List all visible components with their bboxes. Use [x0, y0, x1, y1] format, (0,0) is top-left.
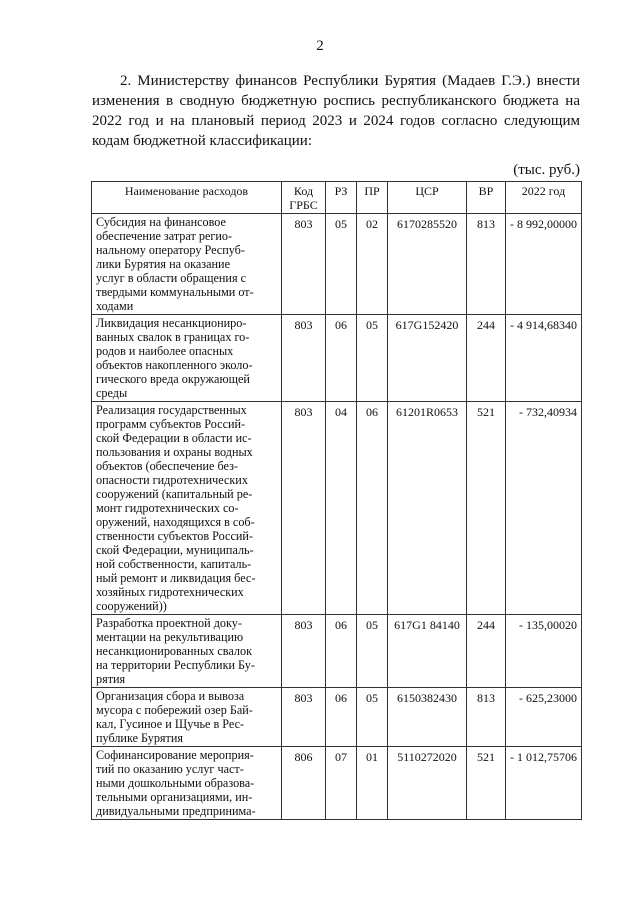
header-vr: ВР	[467, 182, 506, 214]
expense-name: Софинансирование мероприя- тий по оказанию услуг част- ными дошкольными образова- тельными организациями, ин- дивидуальными предпринима-	[92, 747, 282, 820]
amount-2022: - 1 012,75706	[506, 747, 582, 820]
pr-code: 05	[357, 688, 388, 747]
table-row	[92, 315, 582, 402]
paragraph-line: изменения в сводную бюджетную роспись республиканского бюджета на	[92, 93, 580, 109]
page-number: 2	[316, 38, 324, 54]
vr-code: 813	[467, 214, 506, 315]
amount-2022: - 4 914,68340	[506, 315, 582, 402]
header-csr: ЦСР	[388, 182, 467, 214]
csr-code: 5110272020	[388, 747, 467, 820]
amount-2022: - 8 992,00000	[506, 214, 582, 315]
table-row	[92, 688, 582, 747]
rz-code: 06	[326, 615, 357, 688]
header-rz: РЗ	[326, 182, 357, 214]
rz-code: 06	[326, 688, 357, 747]
paragraph-line: 2. Министерству финансов Республики Бурятия (Мадаев Г.Э.) внести	[120, 73, 580, 89]
table-row	[92, 214, 582, 315]
rz-code: 04	[326, 402, 357, 615]
csr-code: 617G1 84140	[388, 615, 467, 688]
budget-table	[91, 181, 582, 820]
expense-name: Организация сбора и вывоза мусора с побережий озер Бай- кал, Гусиное и Щучье в Рес- публике Бурятия	[92, 688, 282, 747]
header-pr: ПР	[357, 182, 388, 214]
units-label: (тыс. руб.)	[513, 162, 580, 178]
expense-name: Разработка проектной доку- ментации на рекультивацию несанкционированных свалок на территории Республики Бу- рятия	[92, 615, 282, 688]
paragraph-line: кодам бюджетной классификации:	[92, 133, 313, 149]
vr-code: 521	[467, 402, 506, 615]
vr-code: 521	[467, 747, 506, 820]
table-header-row	[92, 182, 582, 214]
grbs-code: 806	[282, 747, 326, 820]
rz-code: 07	[326, 747, 357, 820]
grbs-code: 803	[282, 615, 326, 688]
vr-code: 813	[467, 688, 506, 747]
rz-code: 06	[326, 315, 357, 402]
grbs-code: 803	[282, 402, 326, 615]
expense-name: Субсидия на финансовое обеспечение затрат регио- нальному оператору Респуб- лики Бурятия на оказание услуг в области обращения с твердыми коммунальными от- ходами	[92, 214, 282, 315]
rz-code: 05	[326, 214, 357, 315]
pr-code: 06	[357, 402, 388, 615]
header-grbs: Код ГРБС	[282, 182, 326, 214]
pr-code: 05	[357, 315, 388, 402]
table-row	[92, 402, 582, 615]
paragraph-line: 2022 год и на плановый период 2023 и 2024 годов согласно следующим	[92, 113, 580, 129]
csr-code: 61201R0653	[388, 402, 467, 615]
expense-name: Ликвидация несанкциониро- ванных свалок в границах го- родов и наиболее опасных объектов накопленного эколо- гического вреда окружающей среды	[92, 315, 282, 402]
header-name: Наименование расходов	[92, 182, 282, 214]
pr-code: 01	[357, 747, 388, 820]
amount-2022: - 135,00020	[506, 615, 582, 688]
csr-code: 617G152420	[388, 315, 467, 402]
table-row	[92, 615, 582, 688]
csr-code: 6150382430	[388, 688, 467, 747]
grbs-code: 803	[282, 214, 326, 315]
instruction-paragraph	[92, 71, 580, 151]
amount-2022: - 625,23000	[506, 688, 582, 747]
vr-code: 244	[467, 315, 506, 402]
grbs-code: 803	[282, 688, 326, 747]
pr-code: 05	[357, 615, 388, 688]
header-year: 2022 год	[506, 182, 582, 214]
amount-2022: - 732,40934	[506, 402, 582, 615]
expense-name: Реализация государственных программ субъектов Россий- ской Федерации в области ис- пользования и охраны водных объектов (обеспечение без- опасности гидротехнических сооружений (капитальный ре- монт гидротехнических со- оружений, находящихся в соб- ственности субъектов Россий- ской Федерации, муниципаль- ной собственности, капиталь- ный ремонт и ликвидация бес- хозяйных гидротехнических сооружений))	[92, 402, 282, 615]
vr-code: 244	[467, 615, 506, 688]
grbs-code: 803	[282, 315, 326, 402]
csr-code: 6170285520	[388, 214, 467, 315]
pr-code: 02	[357, 214, 388, 315]
table-row	[92, 747, 582, 820]
